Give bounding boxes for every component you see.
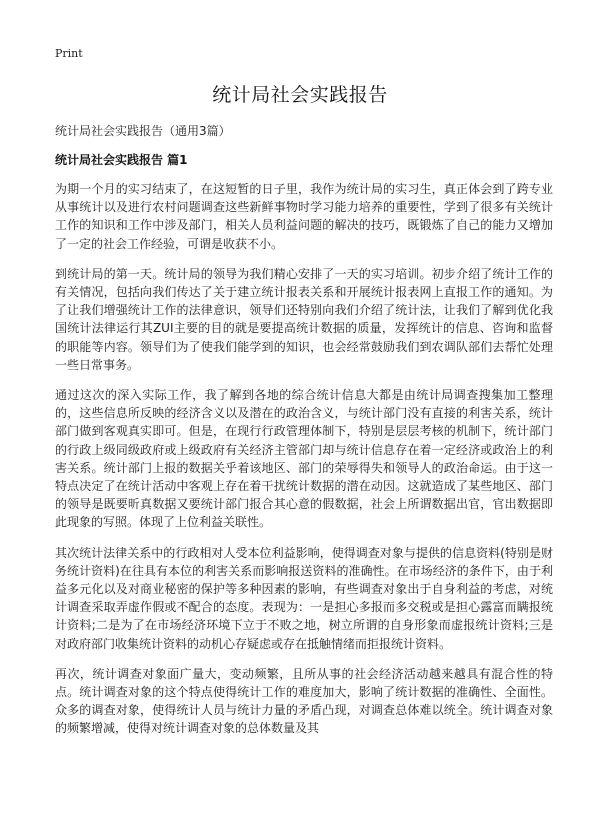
paragraph-1: 为期一个月的实习结束了，在这短暂的日子里，我作为统计局的实习生，真正体会到了跨专业从事统计以及进行农村问题调查这些新鲜事物时学习能力培养的重要性，学到了很多有关统计工作的知识和工作中涉及部门，相关人员利益问题的解决的技巧，既锻炼了自己的能力又增加了一定的社会工作经验，可谓是收获不小。 (55, 182, 553, 251)
paragraph-4: 其次统计法律关系中的行政相对人受本位利益影响，使得调查对象与提供的信息资料(特别是财务统计资料)在往具有本位的利害关系而影响报送资料的准确性。在市场经济的条件下，由于利益多元化以及对商业秘密的保护等多种因素的影响，有些调查对象出于自身利益的考虑，对统计调查采取弄虚作假或不配合的态度。表现为：一是担心多报而多交税或是担心露富而瞒报统计资料;二是为了在市场经济环境下立于不败之地，树立所谓的自身形象而虚报统计资料;三是对政府部门收集统计资料的动机心存疑虑或存在抵触情绪而拒报统计资料。 (55, 545, 553, 651)
print-link[interactable]: Print (55, 47, 83, 60)
paragraph-5: 再次，统计调查对象面广量大，变动频繁，且所从事的社会经济活动越来越具有混合性的特点。统计调查对象的这个特点使得统计工作的难度加大，影响了统计数据的准确性、全面性。众多的调查对象，使得统计人员与统计力量的矛盾凸现，对调查总体难以统全。统计调查对象的频繁增减，使得对统计调查对象的总体数量及其 (55, 666, 553, 736)
paragraph-2: 到统计局的第一天。统计局的领导为我们精心安排了一天的实习培训。初步介绍了统计工作的有关情况，包括向我们传达了关于建立统计报表关系和开展统计报表网上直报工作的通知。为了让我们增强统计工作的法律意识，领导们还特别向我们介绍了统计法，让我们了解到优化我国统计法律运行其ZUI主要的目的就是要提高统计数据的质量，发挥统计的信息、咨询和监督的职能等内容。领导们为了使我们能学到的知识，也会经常鼓励我们到农调队部们去帮忙处理一些日常事务。 (55, 266, 553, 372)
page-title: 统计局社会实践报告 (212, 84, 388, 106)
document-subtitle: 统计局社会实践报告（通用3篇） (55, 124, 231, 138)
article-body (55, 180, 553, 750)
section-heading: 统计局社会实践报告 篇1 (55, 153, 188, 167)
paragraph-3: 通过这次的深入实际工作，我了解到各地的综合统计信息大都是由统计局调查搜集加工整理的，这些信息所反映的经济含义以及潜在的政治含义，与统计部门没有直接的利害关系，统计部门做到客观真实即可。但是，在现行行政管理体制下，特别是层层考核的机制下，统计部门的行政上级同级政府或上级政府有关经济主管部门却与统计信息存在着一定经济或政治上的利害关系。统计部门上报的数据关乎着该地区、部门的荣辱得失和领导人的政治命运。由于这一特点决定了在统计活动中客观上存在着干扰统计数据的潜在动因。这就造成了某些地区、部门的领导是既要昕真数据又要统计部门报合其心意的假数据，社会上所谓数据出官，官出数据即此现象的写照。体现了上位利益关联性。 (55, 388, 553, 530)
